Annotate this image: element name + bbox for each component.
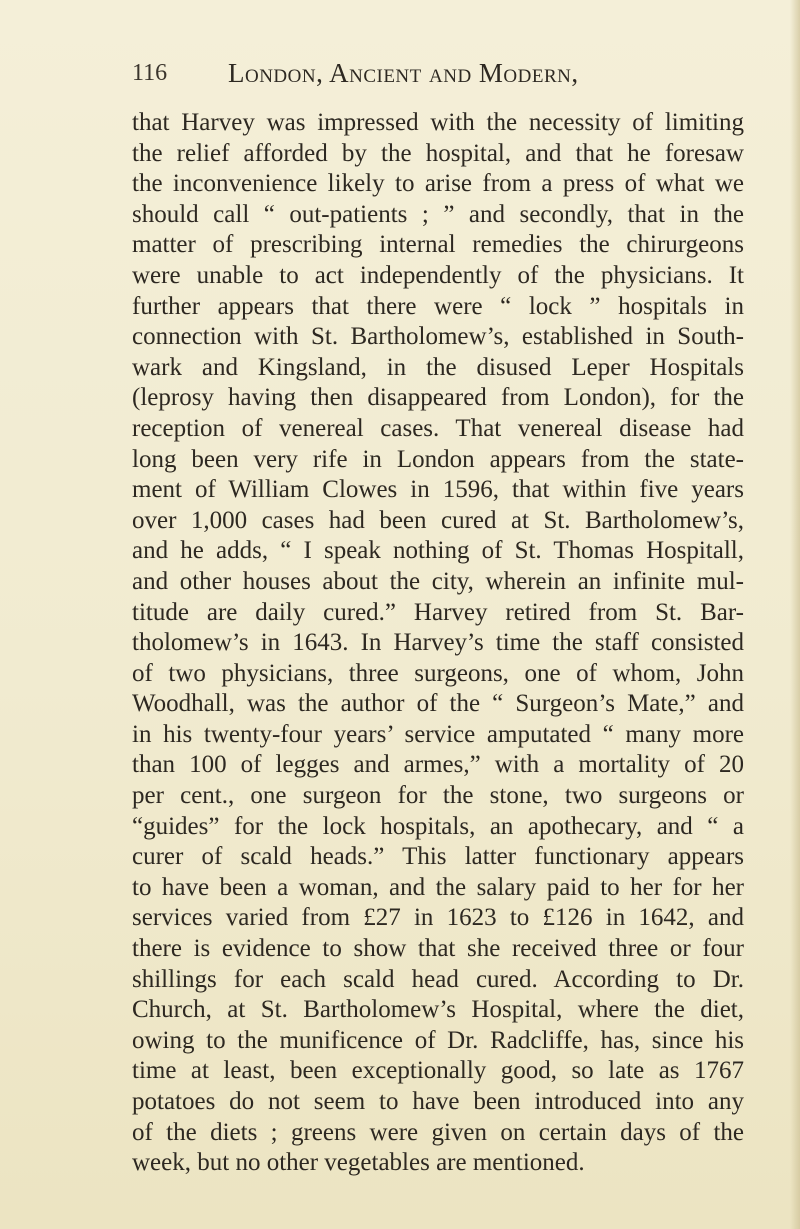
text-line: were unable to act independently of the physicians. It [132, 261, 744, 289]
text-line: owing to the munificence of Dr. Radcliffe, has, since his [132, 1026, 744, 1054]
text-line: connection with St. Bartholomew’s, established in South- [132, 323, 744, 351]
text-line: Church, at St. Bartholomew’s Hospital, where the diet, [132, 996, 744, 1024]
text-line-last: week, but no other vegetables are mentioned. [132, 1149, 585, 1177]
text-line: potatoes do not seem to have been introduced into any [132, 1088, 744, 1115]
text-line: tholomew’s in 1643. In Harvey’s time the staff consisted [132, 629, 744, 657]
text-line: in his twenty-four years’ service amputated “ many more [132, 720, 744, 748]
page-number: 116 [132, 60, 168, 86]
text-line: long been very rife in London appears from the state- [132, 445, 744, 473]
text-line: reception of venereal cases. That venereal disease had [132, 414, 744, 442]
running-head [132, 58, 752, 98]
text-line: time at least, been exceptionally good, so late as 1767 [132, 1057, 744, 1085]
text-line: to have been a woman, and the salary paid to her for her [132, 873, 744, 901]
text-line: that Harvey was impressed with the necessity of limiting [132, 109, 744, 136]
text-line: Woodhall, was the author of the “ Surgeon’s Mate,” and [132, 690, 744, 718]
text-line: matter of prescribing internal remedies the chirurgeons [132, 231, 744, 259]
text-line: titude are daily cured.” Harvey retired from St. Bar- [132, 598, 744, 626]
text-line: than 100 of legges and armes,” with a mortality of 20 [132, 751, 744, 779]
text-line: wark and Kingsland, in the disused Leper Hospitals [132, 353, 744, 381]
page-edge-shadow [790, 0, 800, 1229]
text-line: shillings for each scald head cured. According to Dr. [132, 965, 744, 993]
text-line: ment of William Clowes in 1596, that within five years [132, 476, 744, 504]
running-head-title: London, Ancient and Modern, [228, 58, 579, 88]
text-line: (leprosy having then disappeared from London), for the [132, 384, 744, 412]
text-line: of two physicians, three surgeons, one of whom, John [132, 659, 744, 687]
text-line: of the diets ; greens were given on certain days of the [132, 1118, 744, 1146]
text-line: services varied from £27 in 1623 to £126 in 1642, and [132, 904, 744, 932]
text-line: there is evidence to show that she received three or four [132, 935, 744, 963]
text-line: curer of scald heads.” This latter functionary appears [132, 843, 744, 871]
text-line: and other houses about the city, wherein an infinite mul- [132, 567, 744, 595]
text-line: “guides” for the lock hospitals, an apothecary, and “ a [132, 812, 744, 840]
text-line: per cent., one surgeon for the stone, two surgeons or [132, 782, 744, 810]
text-line: over 1,000 cases had been cured at St. Bartholomew’s, [132, 506, 744, 534]
body-text [132, 108, 744, 1179]
text-line: further appears that there were “ lock ” hospitals in [132, 292, 744, 320]
text-line: the inconvenience likely to arise from a press of what we [132, 170, 744, 198]
text-line: the relief afforded by the hospital, and that he foresaw [132, 139, 744, 167]
text-line: should call “ out-patients ; ” and secondly, that in the [132, 200, 744, 228]
text-line: and he adds, “ I speak nothing of St. Thomas Hospitall, [132, 537, 744, 565]
